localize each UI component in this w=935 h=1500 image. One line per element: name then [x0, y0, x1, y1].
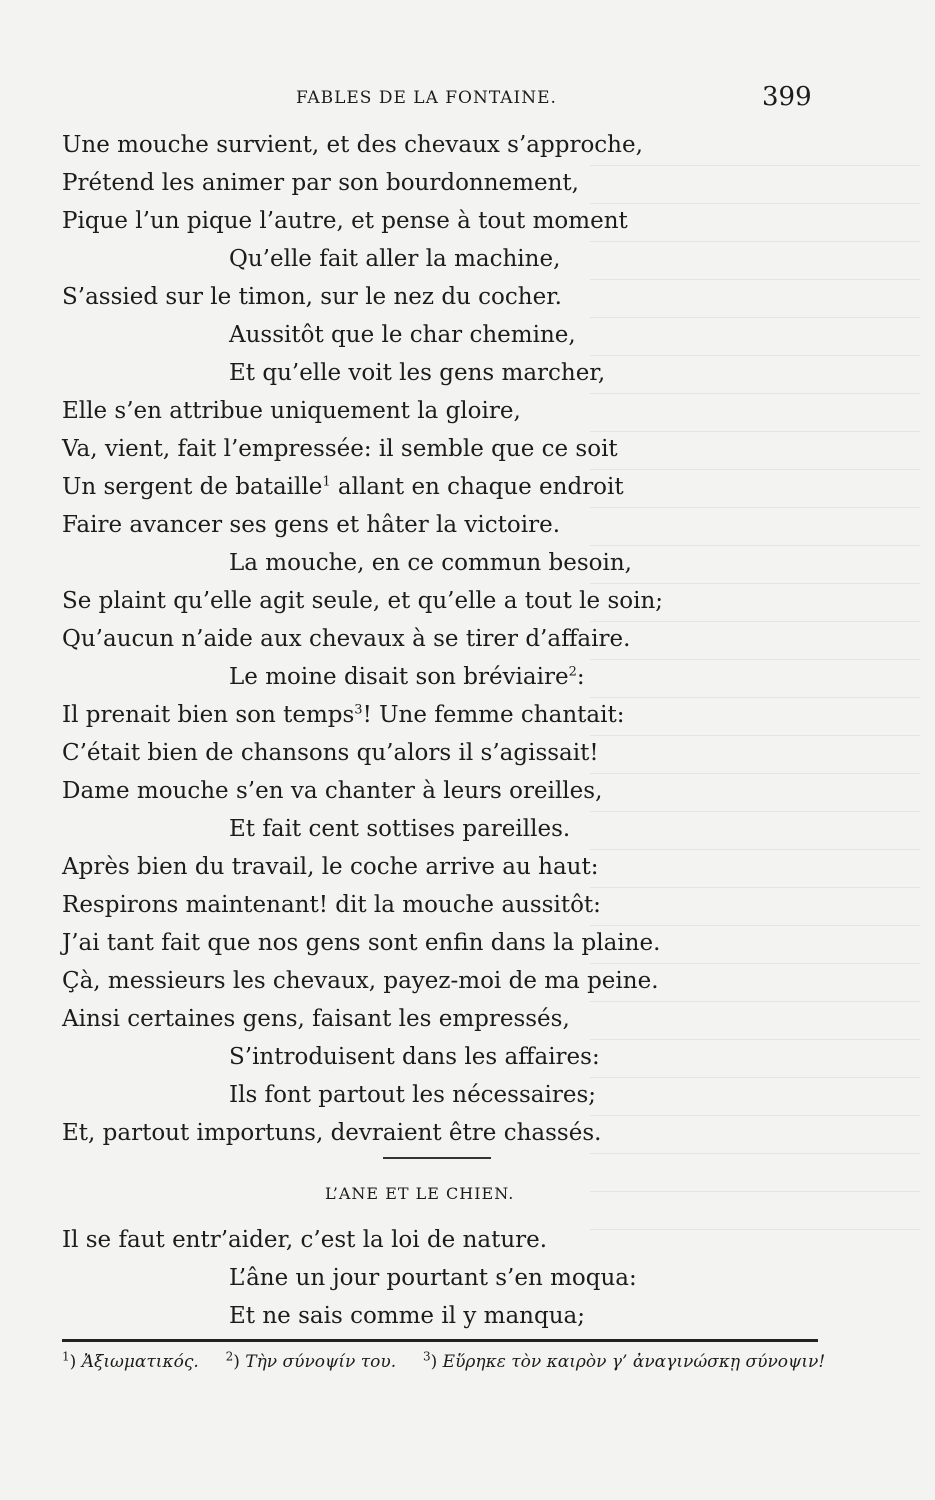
poem-line: Après bien du travail, le coche arrive au haut: [62, 854, 599, 880]
poem-line: S’introduisent dans les affaires: [229, 1044, 600, 1070]
poem-line: Çà, messieurs les chevaux, payez-moi de ma peine. [62, 968, 659, 994]
poem-line: Prétend les animer par son bourdonnement, [62, 170, 579, 196]
poem-line: Elle s’en attribue uniquement la gloire, [62, 398, 521, 424]
section-divider [383, 1157, 491, 1159]
show-through-text [590, 165, 920, 1245]
poem-line-text: Un sergent de bataille [62, 474, 323, 500]
poem-line-text: allant en chaque endroit [330, 474, 624, 500]
poem-line: Faire avancer ses gens et hâter la victoire. [62, 512, 561, 538]
fable-line: L’âne un jour pourtant s’en moqua: [229, 1265, 637, 1291]
footnote-marker: 2 [568, 664, 577, 680]
poem-line [62, 473, 624, 501]
poem-line: Respirons maintenant! dit la mouche aussitôt: [62, 892, 601, 918]
footnote-text: Τὴν σύνοψίν του. [245, 1352, 397, 1372]
poem-line: Pique l’un pique l’autre, et pense à tout moment [62, 208, 628, 234]
fable-line: Et ne sais comme il y manqua; [229, 1303, 585, 1329]
footnote-number: 3 [422, 1349, 431, 1364]
footnote-number: 2 [225, 1349, 234, 1364]
poem-line: Une mouche survient, et des chevaux s’approche, [62, 132, 643, 158]
footnote-marker: 1 [322, 474, 331, 490]
poem-line: Qu’elle fait aller la machine, [229, 246, 561, 272]
poem-line: Aussitôt que le char chemine, [229, 322, 576, 348]
footnotes: $^1$) Ἀξιωματικός. $^2$) Τὴν σύνοψίν του. $^3$) Εὕρηκε τὸν καιρὸν γ’ ἀναγινώσκῃ σύνοψιν! [62, 1349, 826, 1372]
poem-line: Se plaint qu’elle agit seule, et qu’elle a tout le soin; [62, 588, 664, 614]
poem-line: S’assied sur le timon, sur le nez du cocher. [62, 284, 562, 310]
poem-line-text: ! Une femme chantait: [362, 702, 625, 728]
poem-line: C’était bien de chansons qu’alors il s’agissait! [62, 740, 599, 766]
fable-line: Il se faut entr’aider, c’est la loi de nature. [62, 1227, 548, 1253]
footnote-text: Εὕρηκε τὸν καιρὸν γ’ ἀναγινώσκῃ σύνοψιν! [442, 1352, 826, 1372]
poem-line: Et, partout importuns, devraient être chassés. [62, 1120, 602, 1146]
footnote-text: Ἀξιωματικός. [81, 1352, 199, 1372]
poem-line [62, 701, 624, 729]
poem-line: La mouche, en ce commun besoin, [229, 550, 632, 576]
running-head: FABLES DE LA FONTAINE. [296, 88, 557, 108]
poem-line: Qu’aucun n’aide aux chevaux à se tirer d’affaire. [62, 626, 631, 652]
footnote-marker: 3 [354, 702, 363, 718]
footnote-rule [62, 1339, 818, 1342]
poem-line: J’ai tant fait que nos gens sont enfin dans la plaine. [62, 930, 661, 956]
poem-line: Va, vient, fait l’empressée: il semble que ce soit [62, 436, 618, 462]
poem-line-text: Le moine disait son bréviaire [229, 664, 569, 690]
poem-line: Dame mouche s’en va chanter à leurs oreilles, [62, 778, 603, 804]
poem-line: Et fait cent sottises pareilles. [229, 816, 571, 842]
page-number: 399 [762, 82, 812, 112]
poem-line-text: Il prenait bien son temps [62, 702, 355, 728]
poem-line [229, 663, 585, 691]
footnote-number: 1 [62, 1349, 70, 1364]
fable-title: L’ANE ET LE CHIEN. [325, 1184, 515, 1203]
poem-line: Ils font partout les nécessaires; [229, 1082, 597, 1108]
poem-line: Et qu’elle voit les gens marcher, [229, 360, 606, 386]
poem-line: Ainsi certaines gens, faisant les empressés, [62, 1006, 570, 1032]
poem-line-text: : [576, 664, 585, 690]
